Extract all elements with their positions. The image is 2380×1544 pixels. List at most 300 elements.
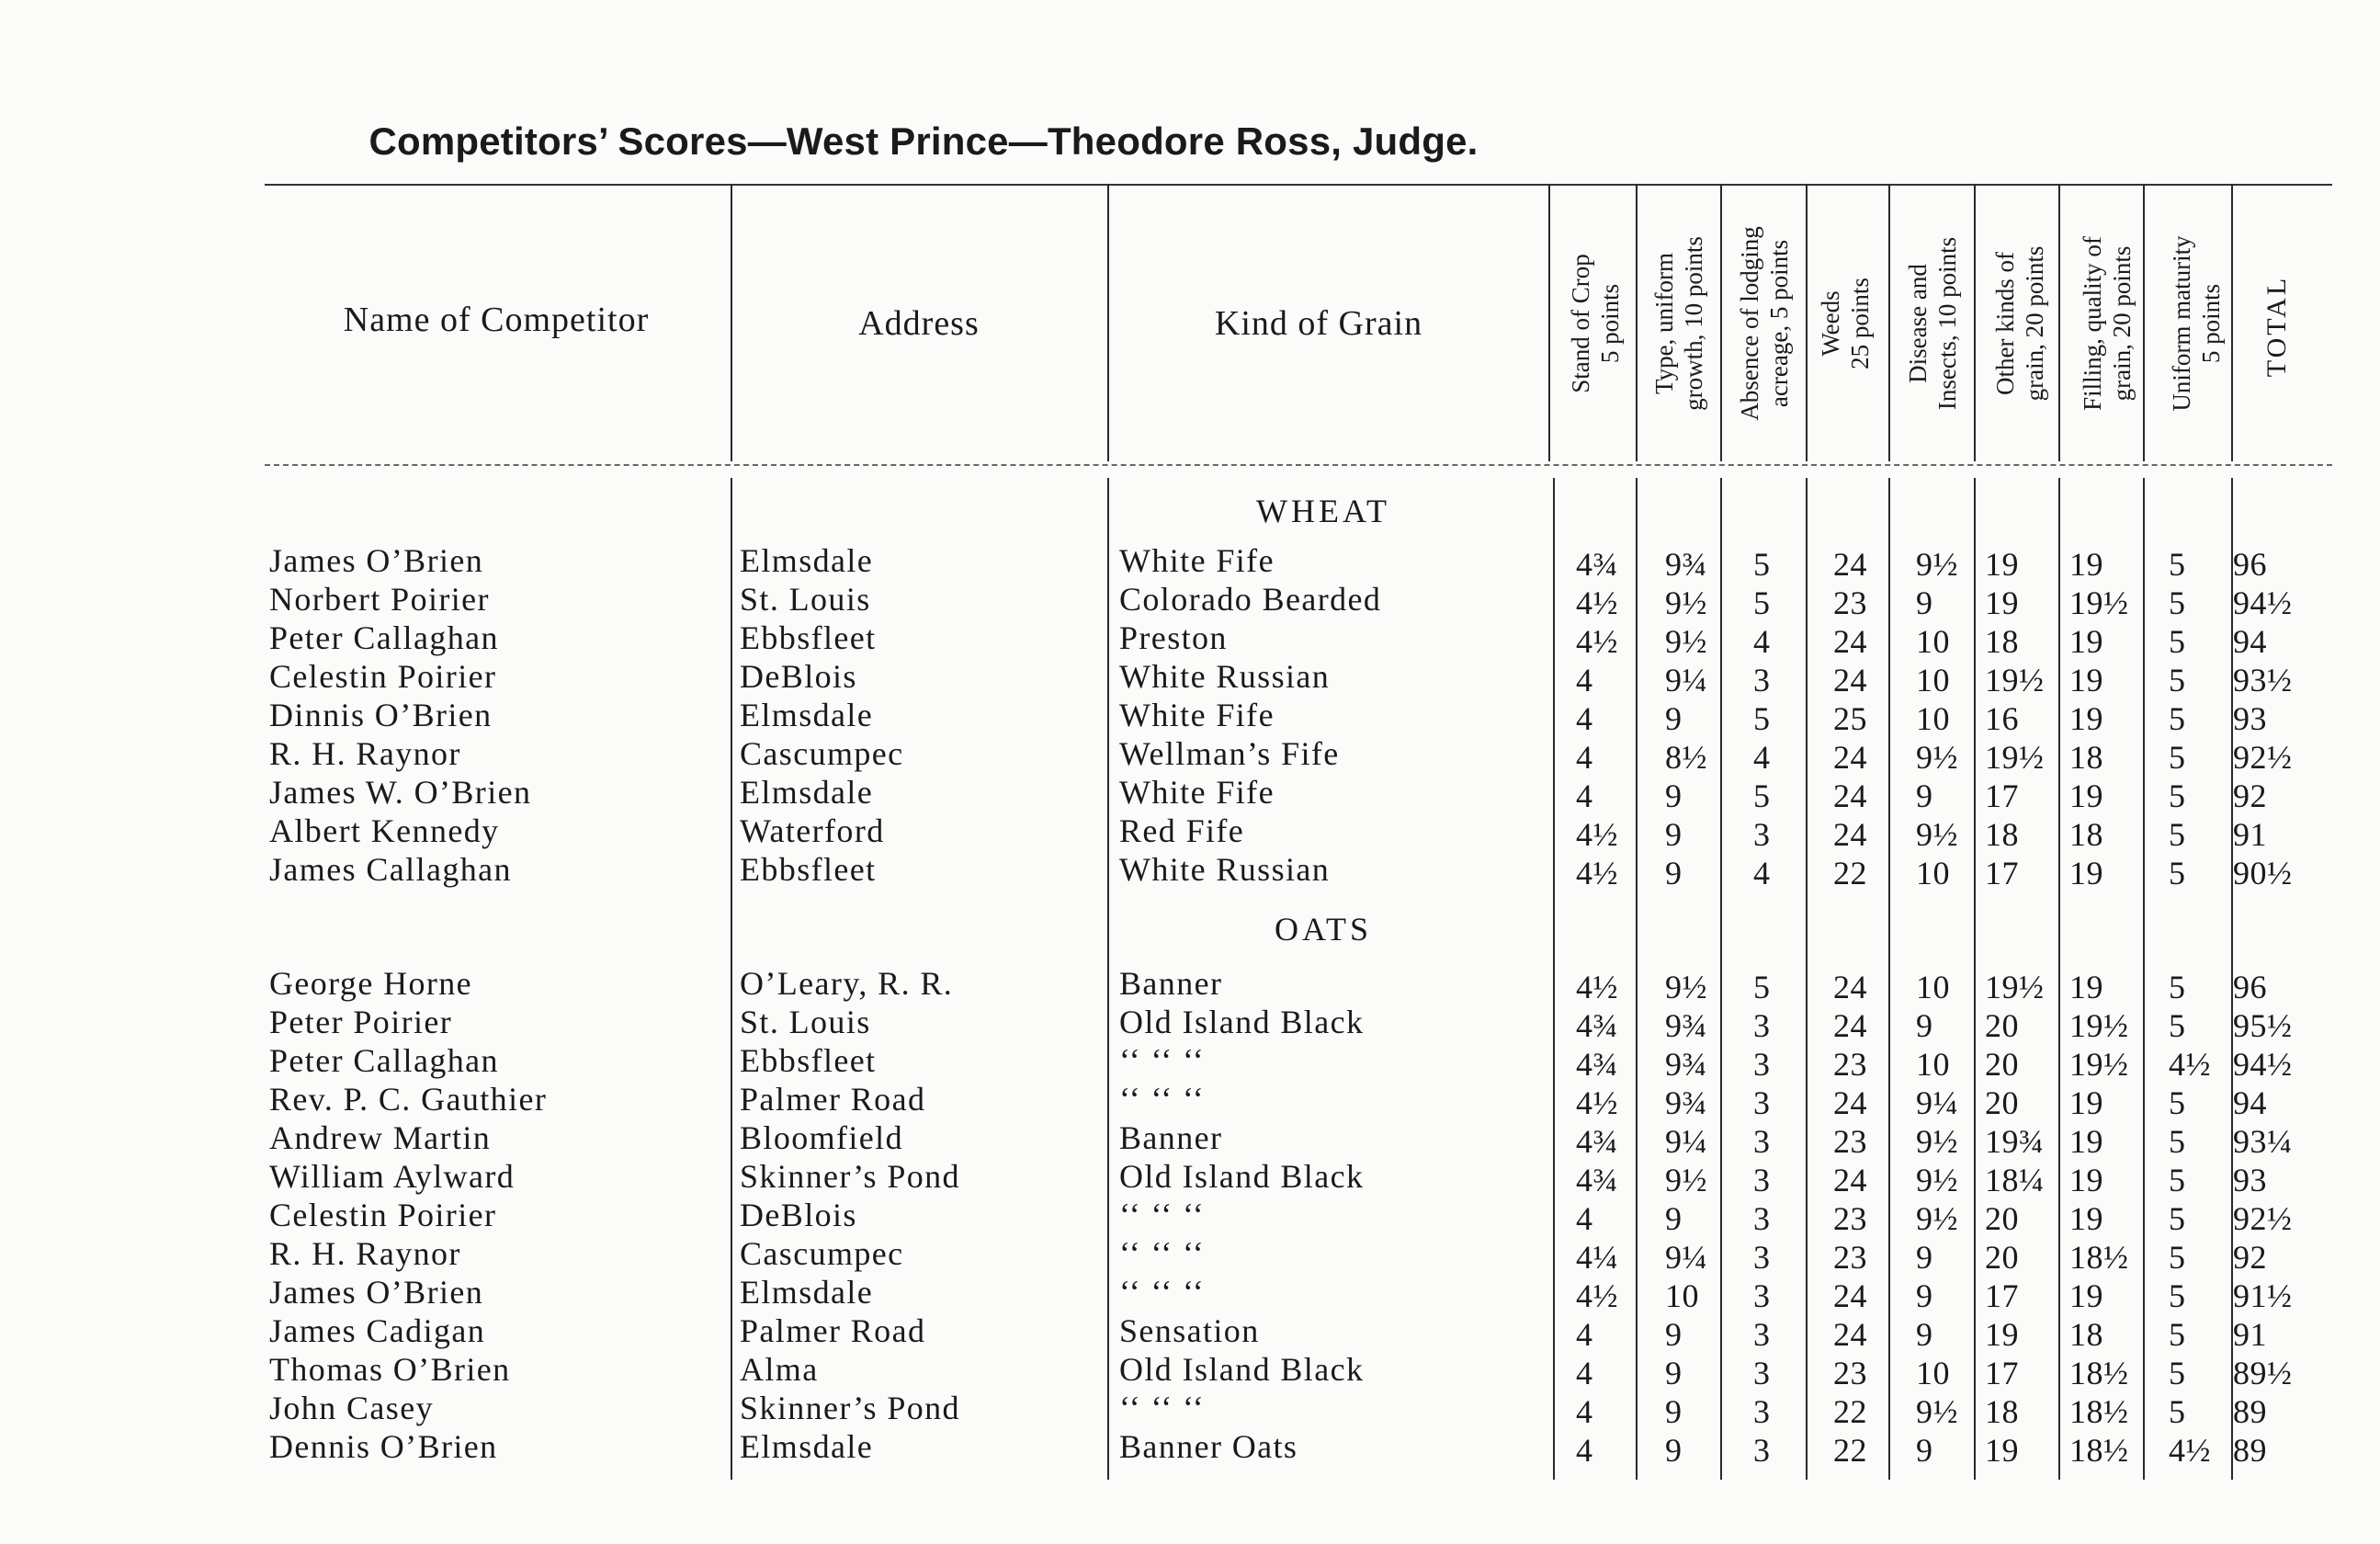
score-cell: 19 [2069, 1162, 2103, 1198]
competitor-address: Bloomfield [740, 1119, 903, 1156]
score-cell: 5 [2169, 585, 2186, 621]
score-cell: 9¾ [1665, 1084, 1707, 1121]
competitor-name: James Cadigan [269, 1312, 486, 1349]
score-header-line: 25 points [1846, 278, 1874, 369]
grain-kind: ‘‘ ‘‘ ‘‘ [1119, 1235, 1206, 1272]
score-cell: 95½ [2233, 1007, 2293, 1044]
score-cell: 3 [1753, 1084, 1771, 1121]
grain-kind: ‘‘ ‘‘ ‘‘ [1119, 1081, 1206, 1118]
score-cell: 4½ [1576, 1084, 1618, 1121]
header-divider [1636, 184, 1638, 461]
score-cell: 5 [2169, 1007, 2186, 1044]
score-cell: 3 [1753, 1277, 1771, 1314]
score-cell: 5 [2169, 778, 2186, 814]
score-cell: 19½ [1985, 739, 2045, 776]
competitor-name: James O’Brien [269, 1274, 484, 1311]
grain-kind: Preston [1119, 619, 1228, 656]
score-cell: 4¾ [1576, 1123, 1618, 1160]
score-cell: 20 [1985, 1046, 2019, 1083]
score-cell: 4½ [1576, 816, 1618, 853]
score-cell: 9¾ [1665, 1046, 1707, 1083]
score-cell: 19 [2069, 1277, 2103, 1314]
score-cell: 9½ [1916, 739, 1958, 776]
score-cell: 18½ [2069, 1239, 2129, 1276]
score-cell: 94 [2233, 623, 2267, 660]
score-cell: 10 [1916, 623, 1950, 660]
grain-kind: Banner [1119, 1119, 1223, 1156]
score-cell: 4 [1576, 1316, 1593, 1353]
score-cell: 4 [1576, 1393, 1593, 1430]
score-cell: 19 [2069, 700, 2103, 737]
score-cell: 9¼ [1665, 1239, 1707, 1276]
score-cell: 4 [1753, 623, 1771, 660]
score-cell: 4 [1576, 1355, 1593, 1391]
score-cell: 24 [1833, 778, 1867, 814]
score-header-line: TOTAL [2261, 275, 2292, 378]
score-cell: 19½ [2069, 585, 2129, 621]
score-cell: 5 [2169, 1316, 2186, 1353]
score-cell: 3 [1753, 1239, 1771, 1276]
score-cell: 4¾ [1576, 1007, 1618, 1044]
score-cell: 23 [1833, 585, 1867, 621]
score-cell: 18 [1985, 1393, 2019, 1430]
score-cell: 9 [1916, 1007, 1933, 1044]
competitor-name: Thomas O’Brien [269, 1351, 511, 1388]
competitor-address: St. Louis [740, 581, 871, 618]
score-cell: 19 [2069, 1200, 2103, 1237]
grain-kind: Colorado Bearded [1119, 581, 1382, 618]
score-cell: 3 [1753, 1355, 1771, 1391]
score-cell: 24 [1833, 969, 1867, 1005]
score-cell: 10 [1916, 1355, 1950, 1391]
header-divider [1888, 184, 1890, 461]
competitor-name: Celestin Poirier [269, 658, 497, 695]
score-cell: 93¼ [2233, 1123, 2293, 1160]
score-cell: 9 [1665, 778, 1683, 814]
score-cell: 23 [1833, 1200, 1867, 1237]
section-label-oats: OATS [1274, 911, 1373, 948]
score-cell: 18¼ [1985, 1162, 2045, 1198]
score-header-line: 5 points [1596, 283, 1624, 364]
grain-kind: Old Island Black [1119, 1158, 1365, 1195]
score-cell: 9 [1916, 1277, 1933, 1314]
score-cell: 4 [1576, 778, 1593, 814]
score-header-line: Disease and [1904, 264, 1932, 383]
score-cell: 92 [2233, 778, 2267, 814]
score-cell: 20 [1985, 1007, 2019, 1044]
score-cell: 5 [2169, 855, 2186, 891]
score-cell: 96 [2233, 969, 2267, 1005]
score-cell: 9½ [1665, 969, 1707, 1005]
score-cell: 93 [2233, 1162, 2267, 1198]
competitor-address: Ebbsfleet [740, 619, 877, 656]
competitor-name: R. H. Raynor [269, 1235, 461, 1272]
score-cell: 3 [1753, 1316, 1771, 1353]
score-cell: 5 [2169, 623, 2186, 660]
score-cell: 9 [1916, 778, 1933, 814]
score-cell: 9½ [1665, 585, 1707, 621]
competitor-address: Elmsdale [740, 774, 874, 811]
header-grain: Kind of Grain [1214, 304, 1423, 343]
score-cell: 9½ [1916, 1162, 1958, 1198]
score-cell: 20 [1985, 1200, 2019, 1237]
score-header-line: Stand of Crop [1567, 254, 1594, 393]
score-cell: 23 [1833, 1123, 1867, 1160]
body-divider [1806, 478, 1808, 1480]
body-divider [2058, 478, 2060, 1480]
score-cell: 24 [1833, 1007, 1867, 1044]
score-cell: 16 [1985, 700, 2019, 737]
score-cell: 5 [2169, 1355, 2186, 1391]
score-cell: 5 [1753, 700, 1771, 737]
header-divider [1720, 184, 1722, 461]
score-cell: 9¾ [1665, 1007, 1707, 1044]
score-cell: 19 [1985, 546, 2019, 583]
competitor-name: Andrew Martin [269, 1119, 492, 1156]
competitor-address: DeBlois [740, 1197, 857, 1233]
score-cell: 23 [1833, 1046, 1867, 1083]
score-cell: 89½ [2233, 1355, 2293, 1391]
score-cell: 4 [1576, 739, 1593, 776]
score-cell: 4 [1576, 700, 1593, 737]
score-cell: 5 [2169, 1084, 2186, 1121]
score-cell: 5 [2169, 1239, 2186, 1276]
score-header-line: Other kinds of [1991, 252, 2019, 395]
score-cell: 19½ [2069, 1007, 2129, 1044]
grain-kind: White Fife [1119, 542, 1275, 579]
score-cell: 9 [1665, 1316, 1683, 1353]
score-cell: 94 [2233, 1084, 2267, 1121]
score-header-line: 5 points [2197, 283, 2225, 364]
header-divider [2231, 184, 2233, 461]
score-cell: 19 [2069, 662, 2103, 698]
competitor-address: DeBlois [740, 658, 857, 695]
score-cell: 18 [2069, 816, 2103, 853]
score-cell: 25 [1833, 700, 1867, 737]
score-cell: 5 [2169, 546, 2186, 583]
score-cell: 10 [1916, 1046, 1950, 1083]
competitor-address: Elmsdale [740, 697, 874, 733]
competitor-address: St. Louis [740, 1004, 871, 1040]
score-cell: 24 [1833, 546, 1867, 583]
header-divider [1974, 184, 1976, 461]
score-cell: 3 [1753, 1432, 1771, 1469]
score-cell: 5 [1753, 778, 1771, 814]
score-cell: 20 [1985, 1239, 2019, 1276]
score-header-line: grain, 20 points [2021, 245, 2048, 402]
competitor-address: O’Leary, R. R. [740, 965, 954, 1002]
score-cell: 4½ [2169, 1432, 2211, 1469]
body-divider [1720, 478, 1722, 1480]
score-cell: 9 [1916, 1239, 1933, 1276]
grain-kind: White Russian [1119, 658, 1331, 695]
score-cell: 4½ [1576, 623, 1618, 660]
score-cell: 9 [1916, 1432, 1933, 1469]
score-cell: 9 [1665, 855, 1683, 891]
score-cell: 4¾ [1576, 1046, 1618, 1083]
score-cell: 3 [1753, 816, 1771, 853]
competitor-address: Elmsdale [740, 542, 874, 579]
grain-kind: ‘‘ ‘‘ ‘‘ [1119, 1274, 1206, 1311]
score-cell: 9 [1916, 1316, 1933, 1353]
score-cell: 19 [1985, 1432, 2019, 1469]
header-divider [1548, 184, 1550, 461]
score-cell: 17 [1985, 1355, 2019, 1391]
score-header-line: growth, 10 points [1680, 236, 1707, 411]
header-divider [731, 184, 732, 461]
score-cell: 22 [1833, 1393, 1867, 1430]
score-cell: 4¾ [1576, 546, 1618, 583]
header-divider [2058, 184, 2060, 461]
score-cell: 17 [1985, 855, 2019, 891]
score-cell: 10 [1665, 1277, 1699, 1314]
score-cell: 4½ [1576, 585, 1618, 621]
competitor-address: Cascumpec [740, 735, 904, 772]
header-divider [1806, 184, 1808, 461]
competitor-name: Peter Callaghan [269, 619, 499, 656]
page-title: Competitors’ Scores—West Prince—Theodore Ross, Judge. [368, 119, 1479, 163]
score-header-line: Uniform maturity [2168, 235, 2195, 412]
score-cell: 19 [2069, 546, 2103, 583]
competitor-address: Palmer Road [740, 1312, 926, 1349]
score-cell: 96 [2233, 546, 2267, 583]
score-cell: 5 [1753, 969, 1771, 1005]
score-cell: 5 [2169, 1277, 2186, 1314]
competitor-name: Norbert Poirier [269, 581, 490, 618]
score-cell: 10 [1916, 700, 1950, 737]
score-cell: 9 [1665, 1200, 1683, 1237]
score-cell: 19 [2069, 1084, 2103, 1121]
score-cell: 5 [2169, 969, 2186, 1005]
competitor-name: Albert Kennedy [269, 812, 500, 849]
grain-kind: Banner [1119, 965, 1223, 1002]
score-cell: 9 [1665, 1393, 1683, 1430]
competitor-address: Skinner’s Pond [740, 1158, 960, 1195]
competitor-name: Dinnis O’Brien [269, 697, 493, 733]
score-cell: 19½ [1985, 969, 2045, 1005]
score-cell: 9½ [1916, 546, 1958, 583]
score-cell: 9¾ [1665, 546, 1707, 583]
score-cell: 18 [2069, 739, 2103, 776]
section-label-wheat: WHEAT [1256, 493, 1390, 529]
score-cell: 4 [1753, 739, 1771, 776]
header-address: Address [858, 304, 980, 343]
score-cell: 22 [1833, 1432, 1867, 1469]
score-cell: 8½ [1665, 739, 1707, 776]
score-cell: 9 [1665, 700, 1683, 737]
score-cell: 24 [1833, 1084, 1867, 1121]
score-cell: 24 [1833, 623, 1867, 660]
score-cell: 23 [1833, 1355, 1867, 1391]
score-cell: 9½ [1916, 1123, 1958, 1160]
score-cell: 19½ [2069, 1046, 2129, 1083]
score-cell: 3 [1753, 662, 1771, 698]
score-cell: 10 [1916, 662, 1950, 698]
score-cell: 5 [2169, 700, 2186, 737]
score-cell: 18½ [2069, 1393, 2129, 1430]
score-cell: 94½ [2233, 585, 2293, 621]
score-cell: 9½ [1665, 1162, 1707, 1198]
grain-kind: Banner Oats [1119, 1428, 1298, 1465]
competitor-name: Celestin Poirier [269, 1197, 497, 1233]
competitor-address: Alma [740, 1351, 819, 1388]
score-cell: 19¾ [1985, 1123, 2045, 1160]
score-cell: 91 [2233, 816, 2267, 853]
body-divider [2143, 478, 2145, 1480]
score-cell: 5 [2169, 662, 2186, 698]
score-cell: 5 [2169, 1162, 2186, 1198]
score-cell: 5 [1753, 546, 1771, 583]
score-cell: 17 [1985, 778, 2019, 814]
score-cell: 92½ [2233, 739, 2293, 776]
body-divider [1974, 478, 1976, 1480]
grain-kind: Red Fife [1119, 812, 1245, 849]
score-header-line: acreage, 5 points [1765, 239, 1793, 408]
score-cell: 24 [1833, 1162, 1867, 1198]
score-cell: 10 [1916, 969, 1950, 1005]
score-cell: 5 [2169, 1393, 2186, 1430]
score-cell: 4 [1576, 1200, 1593, 1237]
body-divider [1888, 478, 1890, 1480]
grain-kind: White Russian [1119, 851, 1331, 888]
header-name: Name of Competitor [343, 301, 650, 339]
score-cell: 19 [2069, 969, 2103, 1005]
competitor-address: Skinner’s Pond [740, 1390, 960, 1426]
grain-kind: ‘‘ ‘‘ ‘‘ [1119, 1197, 1206, 1233]
score-cell: 4½ [2169, 1046, 2211, 1083]
score-cell: 23 [1833, 1239, 1867, 1276]
body-divider [731, 478, 732, 1480]
competitor-name: William Aylward [269, 1158, 516, 1195]
score-cell: 93½ [2233, 662, 2293, 698]
competitor-name: James W. O’Brien [269, 774, 532, 811]
score-cell: 5 [1753, 585, 1771, 621]
score-cell: 9¼ [1665, 662, 1707, 698]
competitor-name: James O’Brien [269, 542, 484, 579]
score-cell: 91½ [2233, 1277, 2293, 1314]
score-cell: 19 [1985, 585, 2019, 621]
score-header-line: Weeds [1817, 290, 1844, 357]
score-cell: 24 [1833, 1316, 1867, 1353]
score-header-line: Filling, quality of [2079, 236, 2106, 411]
header-top-rule [265, 184, 2332, 186]
score-cell: 24 [1833, 816, 1867, 853]
score-cell: 4½ [1576, 1277, 1618, 1314]
score-cell: 4½ [1576, 969, 1618, 1005]
competitor-name: John Casey [269, 1390, 434, 1426]
body-divider [1636, 478, 1638, 1480]
score-cell: 4¼ [1576, 1239, 1618, 1276]
score-cell: 5 [2169, 1123, 2186, 1160]
score-cell: 18½ [2069, 1432, 2129, 1469]
score-cell: 3 [1753, 1123, 1771, 1160]
grain-kind: Sensation [1119, 1312, 1260, 1349]
score-cell: 24 [1833, 662, 1867, 698]
score-cell: 3 [1753, 1046, 1771, 1083]
score-cell: 9 [1665, 816, 1683, 853]
body-divider [1107, 478, 1109, 1480]
score-cell: 93 [2233, 700, 2267, 737]
score-cell: 9½ [1665, 623, 1707, 660]
score-cell: 9¼ [1916, 1084, 1958, 1121]
score-cell: 4 [1576, 662, 1593, 698]
competitor-name: Dennis O’Brien [269, 1428, 498, 1465]
score-cell: 9¼ [1665, 1123, 1707, 1160]
competitor-address: Elmsdale [740, 1274, 874, 1311]
score-cell: 4 [1753, 855, 1771, 891]
score-cell: 9½ [1916, 1200, 1958, 1237]
grain-kind: White Fife [1119, 697, 1275, 733]
score-cell: 24 [1833, 739, 1867, 776]
score-cell: 9 [1665, 1355, 1683, 1391]
score-cell: 5 [2169, 1200, 2186, 1237]
score-header-line: Absence of lodging [1736, 226, 1763, 421]
competitor-address: Ebbsfleet [740, 1042, 877, 1079]
score-cell: 3 [1753, 1162, 1771, 1198]
score-cell: 94½ [2233, 1046, 2293, 1083]
competitor-address: Cascumpec [740, 1235, 904, 1272]
header-bottom-rule [265, 464, 2332, 466]
score-cell: 18 [2069, 1316, 2103, 1353]
score-cell: 5 [2169, 739, 2186, 776]
score-cell: 91 [2233, 1316, 2267, 1353]
score-cell: 4½ [1576, 855, 1618, 891]
score-cell: 92½ [2233, 1200, 2293, 1237]
competitor-address: Elmsdale [740, 1428, 874, 1465]
score-cell: 20 [1985, 1084, 2019, 1121]
score-cell: 19 [2069, 855, 2103, 891]
score-cell: 22 [1833, 855, 1867, 891]
header-divider [1107, 184, 1109, 461]
score-cell: 18 [1985, 816, 2019, 853]
score-cell: 3 [1753, 1200, 1771, 1237]
body-divider [1553, 478, 1555, 1480]
competitor-name: James Callaghan [269, 851, 512, 888]
score-cell: 19 [2069, 1123, 2103, 1160]
competitor-name: George Horne [269, 965, 473, 1002]
score-cell: 17 [1985, 1277, 2019, 1314]
score-cell: 89 [2233, 1393, 2267, 1430]
grain-kind: ‘‘ ‘‘ ‘‘ [1119, 1042, 1206, 1079]
competitor-address: Waterford [740, 812, 885, 849]
score-cell: 9½ [1916, 1393, 1958, 1430]
score-cell: 4¾ [1576, 1162, 1618, 1198]
grain-kind: Wellman’s Fife [1119, 735, 1340, 772]
score-cell: 89 [2233, 1432, 2267, 1469]
score-cell: 4 [1576, 1432, 1593, 1469]
header-divider [2143, 184, 2145, 461]
competitor-address: Ebbsfleet [740, 851, 877, 888]
score-cell: 5 [2169, 816, 2186, 853]
competitor-name: Rev. P. C. Gauthier [269, 1081, 548, 1118]
score-cell: 90½ [2233, 855, 2293, 891]
score-cell: 9 [1916, 585, 1933, 621]
score-cell: 19 [2069, 778, 2103, 814]
score-cell: 3 [1753, 1393, 1771, 1430]
score-header-line: Insects, 10 points [1933, 236, 1961, 411]
grain-kind: Old Island Black [1119, 1004, 1365, 1040]
score-cell: 24 [1833, 1277, 1867, 1314]
grain-kind: Old Island Black [1119, 1351, 1365, 1388]
score-cell: 10 [1916, 855, 1950, 891]
competitor-name: Peter Poirier [269, 1004, 453, 1040]
score-cell: 19 [1985, 1316, 2019, 1353]
score-cell: 9½ [1916, 816, 1958, 853]
score-cell: 19½ [1985, 662, 2045, 698]
score-cell: 92 [2233, 1239, 2267, 1276]
competitor-address: Palmer Road [740, 1081, 926, 1118]
score-header-line: Type, uniform [1650, 252, 1678, 395]
